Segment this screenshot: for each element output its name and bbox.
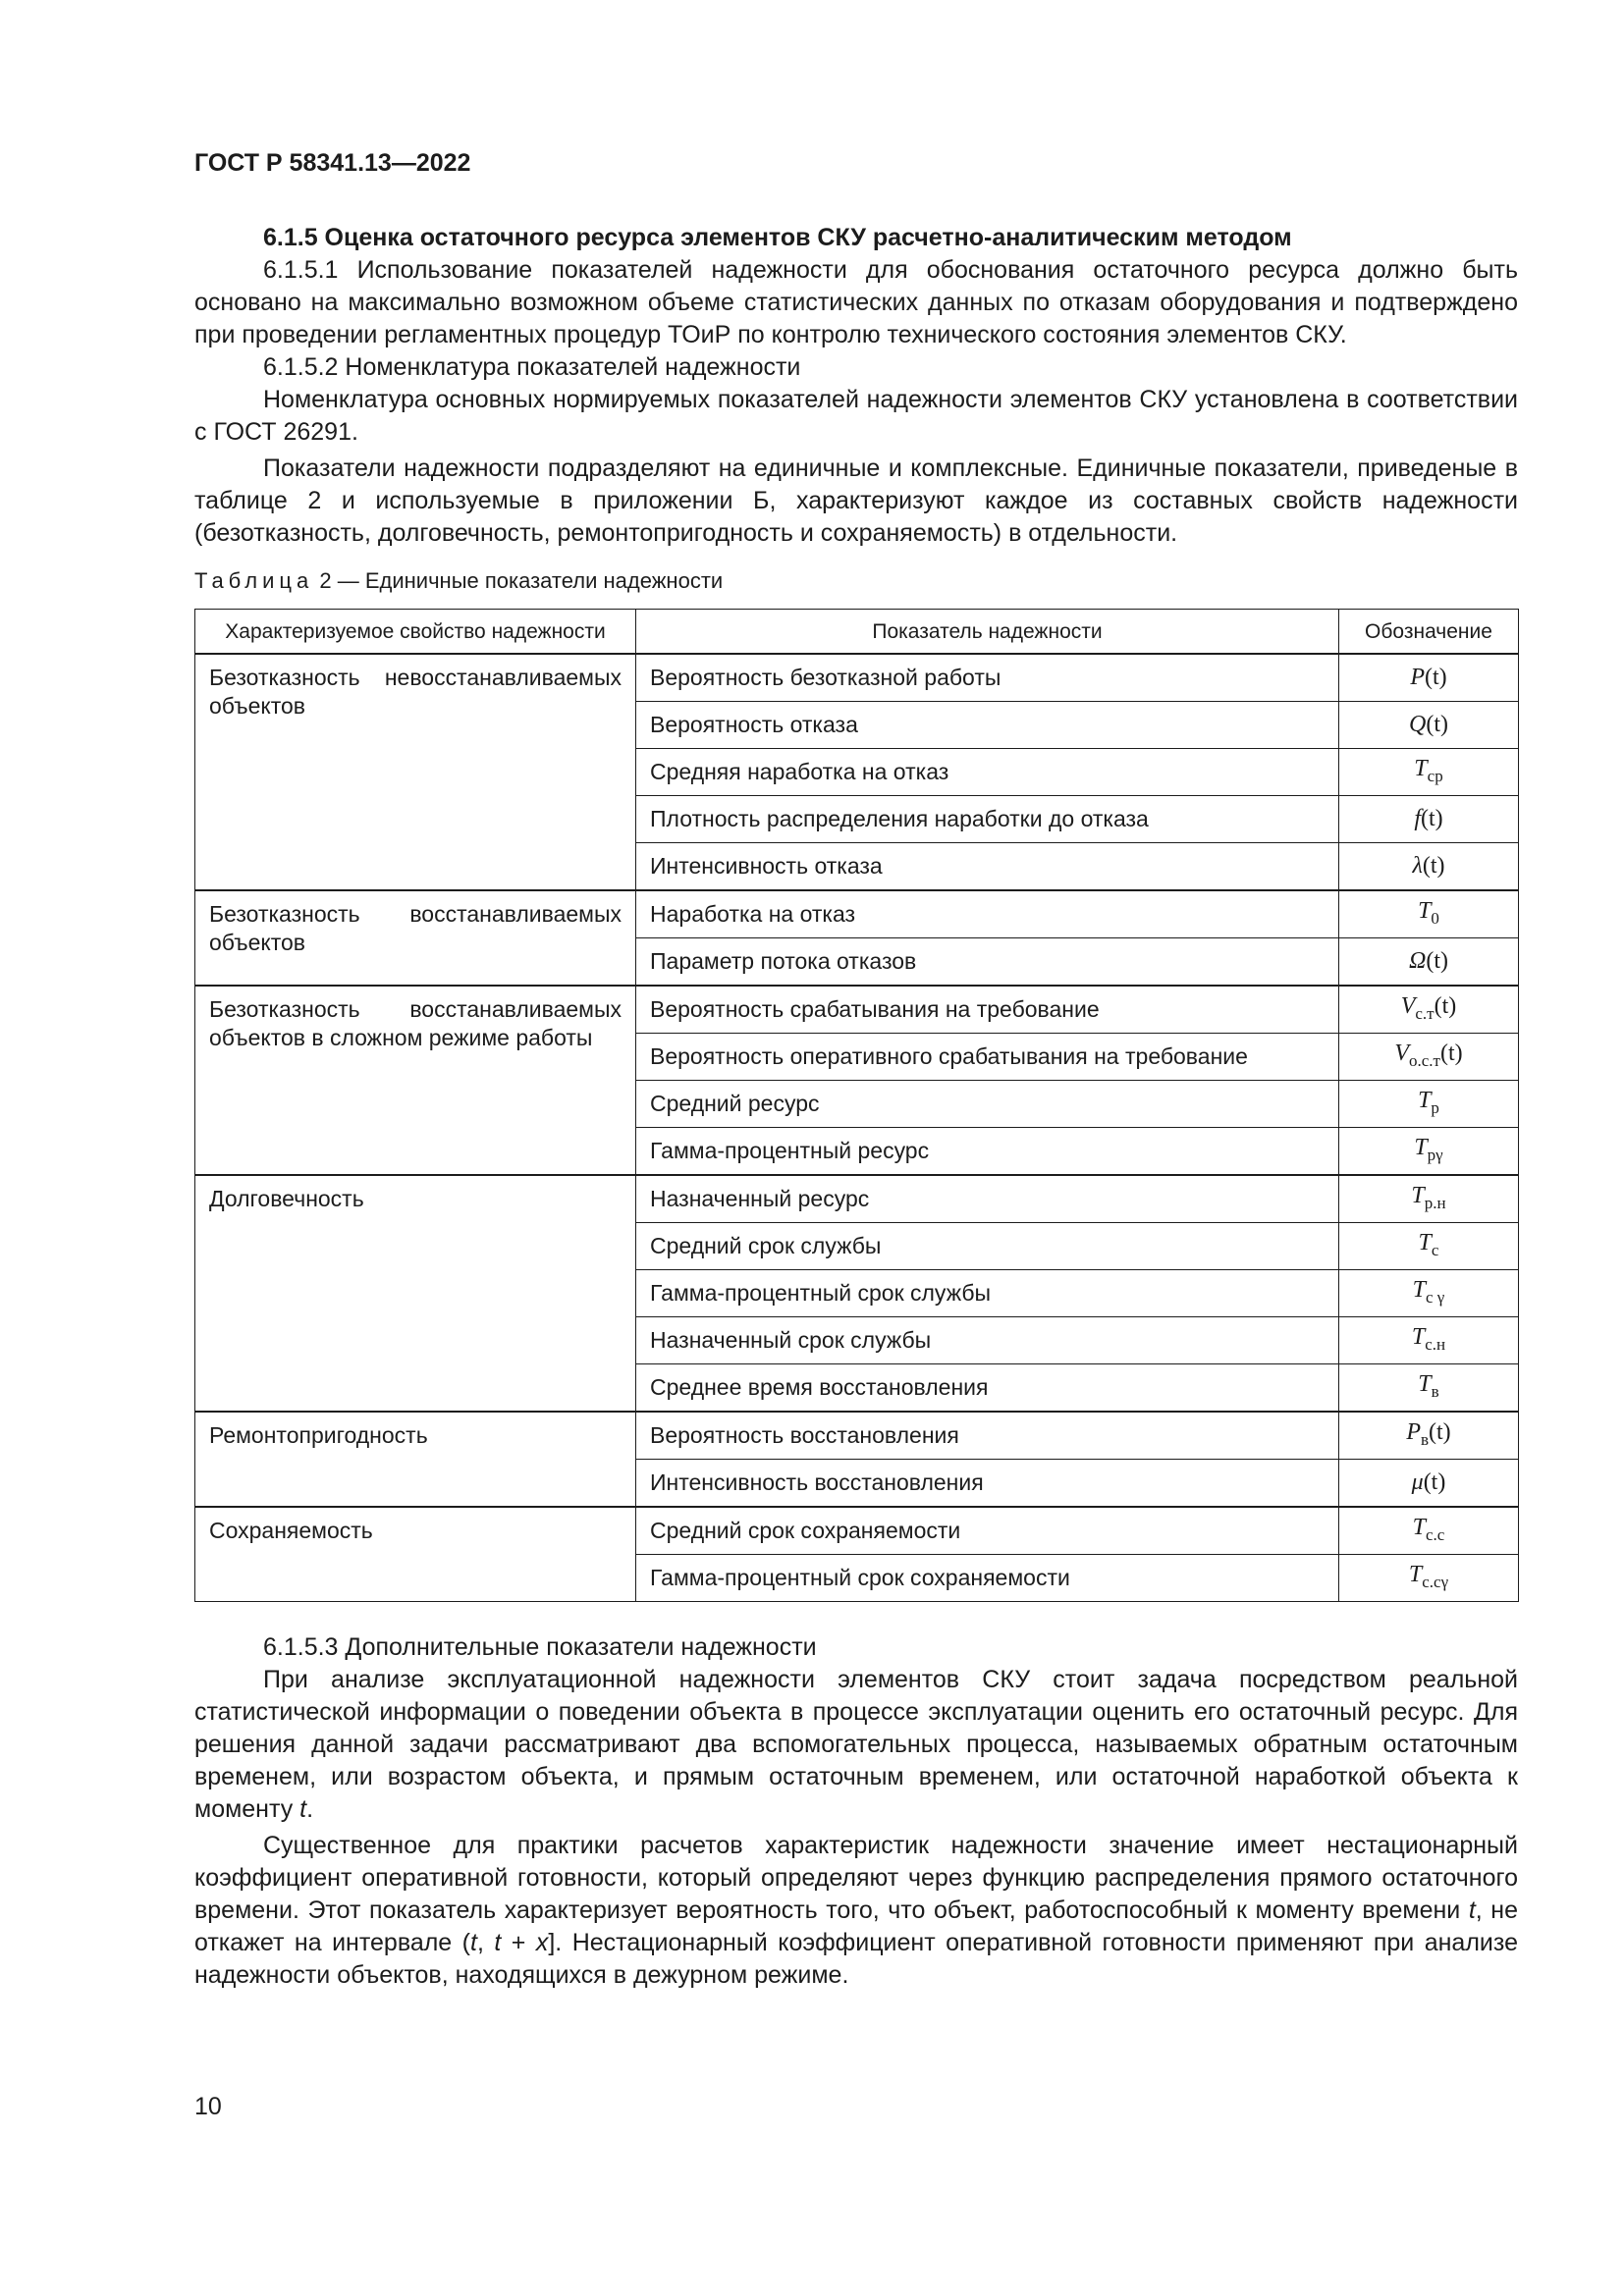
property-cell: Безотказность восстанавливаемых объектов в сложном режиме работы — [195, 986, 636, 1175]
property-cell: Безотказность восстанавливаемых объектов — [195, 890, 636, 986]
symbol-cell — [1339, 938, 1519, 987]
paragraph-indicators: Показатели надежности подразделяют на единичные и комплексные. Единичные показатели, приведеные в таблице 2 и используемые в приложении Б, характеризуют каждое из составных свойств надежности (безотказность, долговечность, ремонтопригодность и сохраняемость) в отдельности. — [194, 454, 1518, 547]
table-caption-title: 2 — Единичные показатели надежности — [313, 568, 724, 593]
symbol-cell — [1339, 1555, 1519, 1602]
reliability-indicators-table — [194, 609, 1519, 1602]
table-row — [195, 654, 1519, 702]
symbol-cell — [1339, 1460, 1519, 1508]
symbol-subscript: в — [1431, 1381, 1439, 1401]
symbol-main: V — [1400, 992, 1416, 1019]
table-row — [195, 890, 1519, 938]
symbol-cell — [1339, 890, 1519, 938]
symbol-main: T — [1418, 1087, 1432, 1113]
symbol-cell — [1339, 1412, 1519, 1460]
symbol-main: P — [1406, 1418, 1421, 1445]
indicator-cell: Интенсивность восстановления — [636, 1460, 1339, 1508]
indicator-cell: Вероятность восстановления — [636, 1412, 1339, 1460]
symbol-argument: (t) — [1440, 1040, 1463, 1066]
symbol-subscript: с.с — [1426, 1524, 1445, 1544]
indicator-cell: Назначенный срок службы — [636, 1317, 1339, 1364]
header-property: Характеризуемое свойство надежности — [195, 610, 636, 655]
symbol-main: Ω — [1408, 948, 1427, 974]
indicator-cell: Параметр потока отказов — [636, 938, 1339, 987]
symbol-cell — [1339, 796, 1519, 843]
symbol-main: T — [1414, 755, 1428, 781]
symbol-main: T — [1418, 1229, 1432, 1255]
paragraph-operational-reliability: При анализе эксплуатационной надежности элементов СКУ стоит задача посредством реальной статистической информации о поведении объекта в процессе эксплуатации оценить его остаточный ресурс. Для решения данной задачи рассматривают два вспомогательных процесса, называемых обратным остаточным временем, или возрастом объекта, и прямым остаточным временем, или остаточной наработкой объекта к моменту t. — [194, 1666, 1518, 1823]
symbol-main: T — [1412, 1276, 1427, 1303]
paragraph-readiness-coefficient: Существенное для практики расчетов характеристик надежности значение имеет нестационарный коэффициент оперативной готовности, который определяют через функцию распределения прямого остаточного времени. Этот показатель характеризует вероятность того, что объект, работоспособный к моменту времени t, не откажет на интервале (t, t + x]. Нестационарный коэффициент оперативной готовности применяют при анализе надежности объектов, находящихся в дежурном режиме. — [194, 1832, 1518, 1989]
property-cell: Сохраняемость — [195, 1507, 636, 1602]
symbol-cell — [1339, 1034, 1519, 1081]
indicator-cell: Средний срок службы — [636, 1223, 1339, 1270]
symbol-main: T — [1418, 1370, 1432, 1397]
property-cell: Безотказность невосстанавливаемых объектов — [195, 654, 636, 890]
symbol-main: V — [1394, 1040, 1410, 1066]
symbol-cell — [1339, 702, 1519, 749]
table-row — [195, 1507, 1519, 1555]
symbol-main: T — [1408, 1561, 1423, 1587]
symbol-argument: (t) — [1423, 1469, 1446, 1495]
symbol-subscript: в — [1420, 1429, 1430, 1449]
symbol-cell — [1339, 749, 1519, 796]
symbol-argument: (t) — [1434, 992, 1457, 1019]
symbol-subscript: ср — [1427, 766, 1443, 785]
section-title: 6.1.5 Оценка остаточного ресурса элементов СКУ расчетно-аналитическим методом — [263, 224, 1292, 251]
symbol-cell — [1339, 1317, 1519, 1364]
paragraph-nomenclature: Номенклатура основных нормируемых показателей надежности элементов СКУ установлена в соответствии с ГОСТ 26291. — [194, 386, 1518, 446]
bottom-section — [194, 1631, 1518, 1992]
symbol-argument: (t) — [1425, 665, 1447, 690]
symbol-subscript: о.с.т — [1409, 1050, 1440, 1070]
indicator-cell: Вероятность оперативного срабатывания на требование — [636, 1034, 1339, 1081]
symbol-main: μ — [1411, 1469, 1424, 1495]
indicator-cell: Плотность распределения наработки до отказа — [636, 796, 1339, 843]
document-header: ГОСТ Р 58341.13—2022 — [194, 149, 471, 177]
symbol-main: T — [1411, 1323, 1426, 1350]
indicator-cell: Вероятность отказа — [636, 702, 1339, 749]
table-row — [195, 1175, 1519, 1223]
symbol-main: P — [1410, 665, 1425, 690]
table-body — [195, 654, 1519, 1602]
property-cell: Ремонтопригодность — [195, 1412, 636, 1507]
table-caption-label: Таблица — [194, 568, 314, 593]
symbol-argument: (t) — [1429, 1418, 1451, 1445]
symbol-main: T — [1411, 1182, 1425, 1208]
paragraph-6-1-5-1: 6.1.5.1 Использование показателей надежности для обоснования остаточного ресурса должно быть основано на максимально возможном объеме статистических данных по отказам оборудования и подтверждено при проведении регламентных процедур ТОиР по контролю технического состояния элементов СКУ. — [194, 256, 1518, 348]
symbol-subscript: рγ — [1427, 1145, 1443, 1164]
symbol-argument: (t) — [1426, 948, 1448, 974]
property-cell: Долговечность — [195, 1175, 636, 1412]
symbol-subscript: с — [1431, 1240, 1439, 1259]
indicator-cell: Наработка на отказ — [636, 890, 1339, 938]
symbol-subscript: 0 — [1431, 908, 1439, 928]
page-number: 10 — [194, 2093, 222, 2120]
indicator-cell: Вероятность безотказной работы — [636, 654, 1339, 702]
table-row — [195, 1412, 1519, 1460]
table-row — [195, 986, 1519, 1034]
header-symbol: Обозначение — [1339, 610, 1519, 655]
symbol-cell — [1339, 1175, 1519, 1223]
indicator-cell: Средняя наработка на отказ — [636, 749, 1339, 796]
indicator-cell: Гамма-процентный ресурс — [636, 1128, 1339, 1176]
symbol-subscript: с.т — [1415, 1003, 1435, 1023]
indicator-cell: Средний срок сохраняемости — [636, 1507, 1339, 1555]
symbol-cell — [1339, 1128, 1519, 1176]
symbol-argument: (t) — [1422, 853, 1445, 879]
indicator-cell: Назначенный ресурс — [636, 1175, 1339, 1223]
symbol-subscript: с.сγ — [1422, 1572, 1449, 1591]
symbol-cell — [1339, 654, 1519, 702]
table-header-row — [195, 610, 1519, 655]
indicator-cell: Гамма-процентный срок сохраняемости — [636, 1555, 1339, 1602]
symbol-main: Q — [1409, 712, 1427, 737]
symbol-subscript: р — [1431, 1097, 1439, 1117]
symbol-cell — [1339, 986, 1519, 1034]
symbol-subscript: р.н — [1424, 1193, 1446, 1212]
indicator-cell: Вероятность срабатывания на требование — [636, 986, 1339, 1034]
indicator-cell: Среднее время восстановления — [636, 1364, 1339, 1413]
symbol-cell — [1339, 1081, 1519, 1128]
header-indicator: Показатель надежности — [636, 610, 1339, 655]
symbol-cell — [1339, 1223, 1519, 1270]
symbol-subscript: с γ — [1426, 1287, 1445, 1307]
symbol-cell — [1339, 843, 1519, 891]
symbol-cell — [1339, 1364, 1519, 1413]
symbol-cell — [1339, 1270, 1519, 1317]
symbol-main: T — [1412, 1514, 1426, 1540]
symbol-argument: (t) — [1421, 806, 1443, 831]
symbol-main: T — [1418, 897, 1432, 924]
subsection-6-1-5-3-title: 6.1.5.3 Дополнительные показатели надежности — [263, 1633, 817, 1661]
symbol-cell — [1339, 1507, 1519, 1555]
symbol-main: λ — [1412, 853, 1423, 879]
subsection-6-1-5-2-title: 6.1.5.2 Номенклатура показателей надежности — [263, 353, 801, 381]
indicator-cell: Средний ресурс — [636, 1081, 1339, 1128]
symbol-main: f — [1414, 806, 1421, 831]
table-caption — [194, 567, 1518, 595]
page-content — [194, 222, 1518, 1992]
indicator-cell: Гамма-процентный срок службы — [636, 1270, 1339, 1317]
symbol-subscript: с.н — [1425, 1334, 1446, 1354]
symbol-argument: (t) — [1426, 712, 1448, 737]
symbol-main: T — [1414, 1134, 1428, 1160]
indicator-cell: Интенсивность отказа — [636, 843, 1339, 891]
